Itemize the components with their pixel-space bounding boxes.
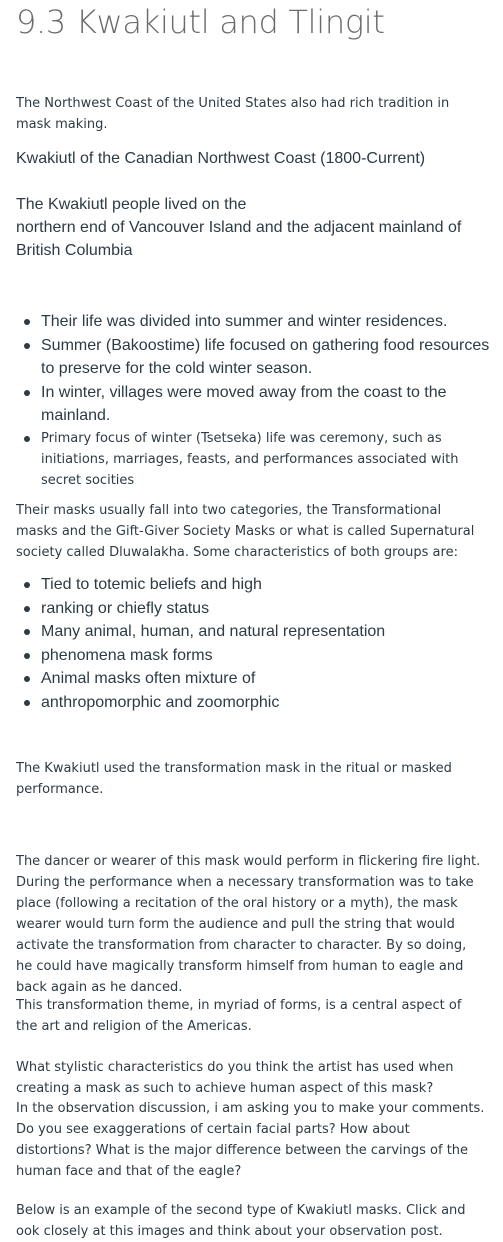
list-item: anthropomorphic and zoomorphic (41, 691, 501, 715)
life-list (16, 310, 501, 491)
closing-paragraph: Below is an example of the second type of Kwakiutl masks. Click and ook closely at this images and think about your observation post. (16, 1203, 466, 1239)
page-title: 9.3 Kwakiutl and Tlingit (16, 3, 385, 41)
location-line-1: The Kwakiutl people lived on the (16, 196, 247, 213)
dancer-paragraph: The dancer or wearer of this mask would perform in flickering fire light. During the performance when a necessary transformation was to take place (following a recitation of the oral history or a myth), the mask wearer would turn form the audience and pull the string that would activate the transformation from character to character. By so doing, he could have magically transform himself from human to eagle and back again as he danced. (16, 854, 481, 995)
transformation-paragraph: The Kwakiutl used the transformation mask in the ritual or masked performance. (16, 761, 452, 797)
section-heading: Kwakiutl of the Canadian Northwest Coast (1800-Current) (16, 150, 426, 167)
intro-paragraph: The Northwest Coast of the United States also had rich tradition in mask making. (16, 96, 450, 132)
list-item: Tied to totemic beliefs and high (41, 573, 501, 597)
list-item: ranking or chiefly status (41, 597, 501, 621)
list-item: Many animal, human, and natural representation (41, 620, 501, 644)
question-paragraph-2: In the observation discussion, i am asking you to make your comments. Do you see exaggerations of certain facial parts? How about distortions? What is the major difference between the carvings of the human face and that of the eagle? (16, 1101, 485, 1179)
list-item: In winter, villages were moved away from the coast to the mainland. (41, 381, 501, 428)
location-line-2: northern end of Vancouver Island and the adjacent mainland of British Columbia (16, 219, 462, 259)
question-paragraph-1: What stylistic characteristics do you think the artist has used when creating a mask as such to achieve human aspect of this mask? (16, 1060, 454, 1096)
list-item: Primary focus of winter (Tsetseka) life was ceremony, such as initiations, marriages, feasts, and performances associated with secret socities (41, 428, 501, 491)
categories-paragraph: Their masks usually fall into two categories, the Transformational masks and the Gift-Giver Society Masks or what is called Supernatural society called Dluwalakha. Some characteristics of both groups are: (16, 503, 475, 560)
characteristics-list (16, 573, 501, 714)
theme-paragraph: This transformation theme, in myriad of forms, is a central aspect of the art and religion of the Americas. (16, 998, 462, 1034)
list-item: Summer (Bakoostime) life focused on gathering food resources to preserve for the cold winter season. (41, 334, 501, 381)
list-item: phenomena mask forms (41, 644, 501, 668)
list-item: Animal masks often mixture of (41, 667, 501, 691)
list-item: Their life was divided into summer and winter residences. (41, 310, 501, 334)
